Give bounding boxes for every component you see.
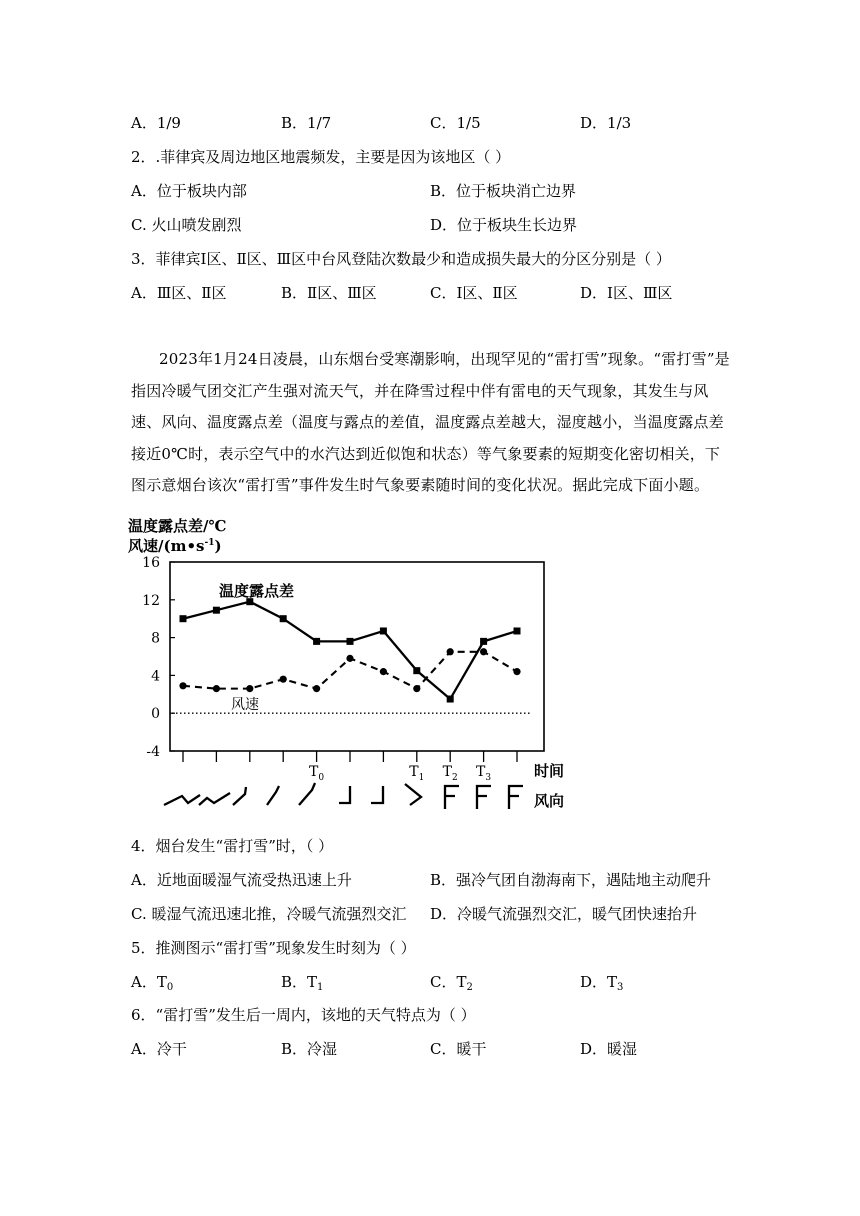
q2-option-a: A．位于板块内部 (131, 182, 247, 200)
wind-speed-point (380, 668, 387, 675)
wind-direction-icon (509, 786, 523, 809)
temp-dewpoint-point (180, 615, 187, 622)
y-tick-label: 16 (142, 555, 160, 571)
y-tick-label: 8 (151, 630, 160, 647)
q2-option-c: C. 火山喷发剧烈 (131, 216, 242, 234)
wind-speed-point (179, 682, 186, 689)
wind-direction-icon (445, 786, 459, 809)
q1-option-c: C．1/5 (430, 114, 481, 132)
q6-option-d: D．暖湿 (580, 1040, 638, 1058)
temp-dewpoint-point (280, 615, 287, 622)
q5-option-a: A．$T_0$ (131, 973, 174, 993)
wind-direction-icon (267, 786, 279, 805)
time-mark-label: $T_1$ (409, 764, 425, 783)
temp-dewpoint-point (347, 638, 354, 645)
q4-option-b: B．强冷气团自渤海南下，遇陆地主动爬升 (430, 871, 712, 889)
temp-dewpoint-point (413, 667, 420, 674)
wind-direction-icon (339, 786, 350, 803)
series-label-temp-dewpoint: 温度露点差 (219, 582, 295, 600)
wind-speed-point (313, 685, 320, 692)
y-tick-label: 0 (151, 706, 160, 723)
q2-option-b: B．位于板块消亡边界 (430, 182, 577, 200)
q1-option-d: D．1/3 (580, 114, 632, 132)
passage (131, 344, 731, 502)
y-axis-label-1: 温度露点差/℃ (128, 517, 227, 535)
wind-direction-icon (299, 783, 315, 805)
wind-speed-point (280, 676, 287, 683)
q3-option-c: C．Ⅰ区、Ⅱ区 (430, 284, 518, 302)
x-axis-label: 时间 (534, 762, 565, 780)
wind-speed-point (246, 685, 253, 692)
time-mark-label: $T_3$ (476, 764, 492, 783)
q2-stem: 2．.菲律宾及周边地区地震频发，主要是因为该地区（ ） (131, 148, 511, 166)
wind-direction-label: 风向 (534, 792, 565, 810)
time-mark-label: $T_0$ (309, 764, 325, 783)
wind-speed-point (213, 685, 220, 692)
q1-option-b: B．1/7 (281, 114, 332, 132)
wind-speed-point (480, 648, 487, 655)
q4-option-a: A．近地面暖湿气流受热迅速上升 (131, 871, 352, 889)
q1-option-a: A．1/9 (131, 114, 181, 132)
q2-option-d: D．位于板块生长边界 (430, 216, 578, 234)
temp-dewpoint-point (480, 638, 487, 645)
q3-option-b: B．Ⅱ区、Ⅲ区 (281, 284, 377, 302)
wind-speed-point (413, 685, 420, 692)
q6-option-c: C．暖干 (430, 1040, 487, 1058)
y-tick-label: -4 (146, 744, 160, 760)
q5-option-b: B．$T_1$ (281, 973, 324, 993)
wind-direction-icon (164, 795, 200, 805)
q3-option-a: A．Ⅲ区、Ⅱ区 (131, 284, 227, 302)
y-tick-label: 12 (142, 592, 160, 609)
series-line-temp-dewpoint (183, 602, 517, 699)
y-axis-label-2: 风速$/(m•s^{-1})$ (128, 537, 222, 555)
q4-stem: 4．烟台发生“雷打雪”时，（ ） (131, 837, 334, 855)
q3-option-d: D．Ⅰ区、Ⅲ区 (580, 284, 673, 302)
temp-dewpoint-point (213, 607, 220, 614)
q4-option-c: C. 暖湿气流迅速北推，冷暖气流强烈交汇 (131, 905, 407, 923)
q5-stem: 5．推测图示“雷打雪”现象发生时刻为（ ） (131, 939, 416, 957)
wind-direction-icon (199, 793, 230, 805)
temp-dewpoint-point (514, 627, 521, 634)
q6-option-a: A．冷干 (131, 1040, 187, 1058)
q4-option-d: D．冷暖气流强烈交汇，暖气团快速抬升 (430, 905, 698, 923)
wind-speed-point (447, 648, 454, 655)
passage-text: 2023年1月24日凌晨，山东烟台受寒潮影响，出现罕见的“雷打雪”现象。“雷打雪”是指因冷暖气团交汇产生强对流天气，并在降雪过程中伴有雷电的天气现象，其发生与风速、风向、温度露点差（温度与露点的差值，温度露点差越大，湿度越小，当温度露点差接近0℃时，表示空气中的水汽达到近似饱和状态）等气象要素的短期变化密切相关，下图示意烟台该次“雷打雪”事件发生时气象要素随时间的变化状况。据此完成下面小题。 (131, 350, 730, 494)
q6-option-b: B．冷湿 (281, 1040, 338, 1058)
wind-direction-icon (405, 784, 421, 805)
temp-dewpoint-point (380, 627, 387, 634)
weather-chart (0, 510, 860, 810)
y-tick-label: 4 (151, 668, 160, 685)
wind-direction-icon (477, 786, 491, 809)
q6-stem: 6．“雷打雪”发生后一周内，该地的天气特点为（ ） (131, 1006, 476, 1024)
temp-dewpoint-point (313, 638, 320, 645)
wind-direction-icon (371, 786, 383, 803)
q3-stem: 3．菲律宾Ⅰ区、Ⅱ区、Ⅲ区中台风登陆次数最少和造成损失最大的分区分别是（ ） (131, 250, 671, 268)
wind-direction-icon (233, 787, 246, 805)
q5-option-d: D．$T_3$ (580, 973, 624, 993)
wind-speed-point (346, 655, 353, 662)
temp-dewpoint-point (447, 696, 454, 703)
wind-speed-point (513, 668, 520, 675)
q5-option-c: C．$T_2$ (430, 973, 473, 993)
series-label-wind-speed: 风速 (231, 697, 259, 713)
time-mark-label: $T_2$ (442, 764, 458, 783)
